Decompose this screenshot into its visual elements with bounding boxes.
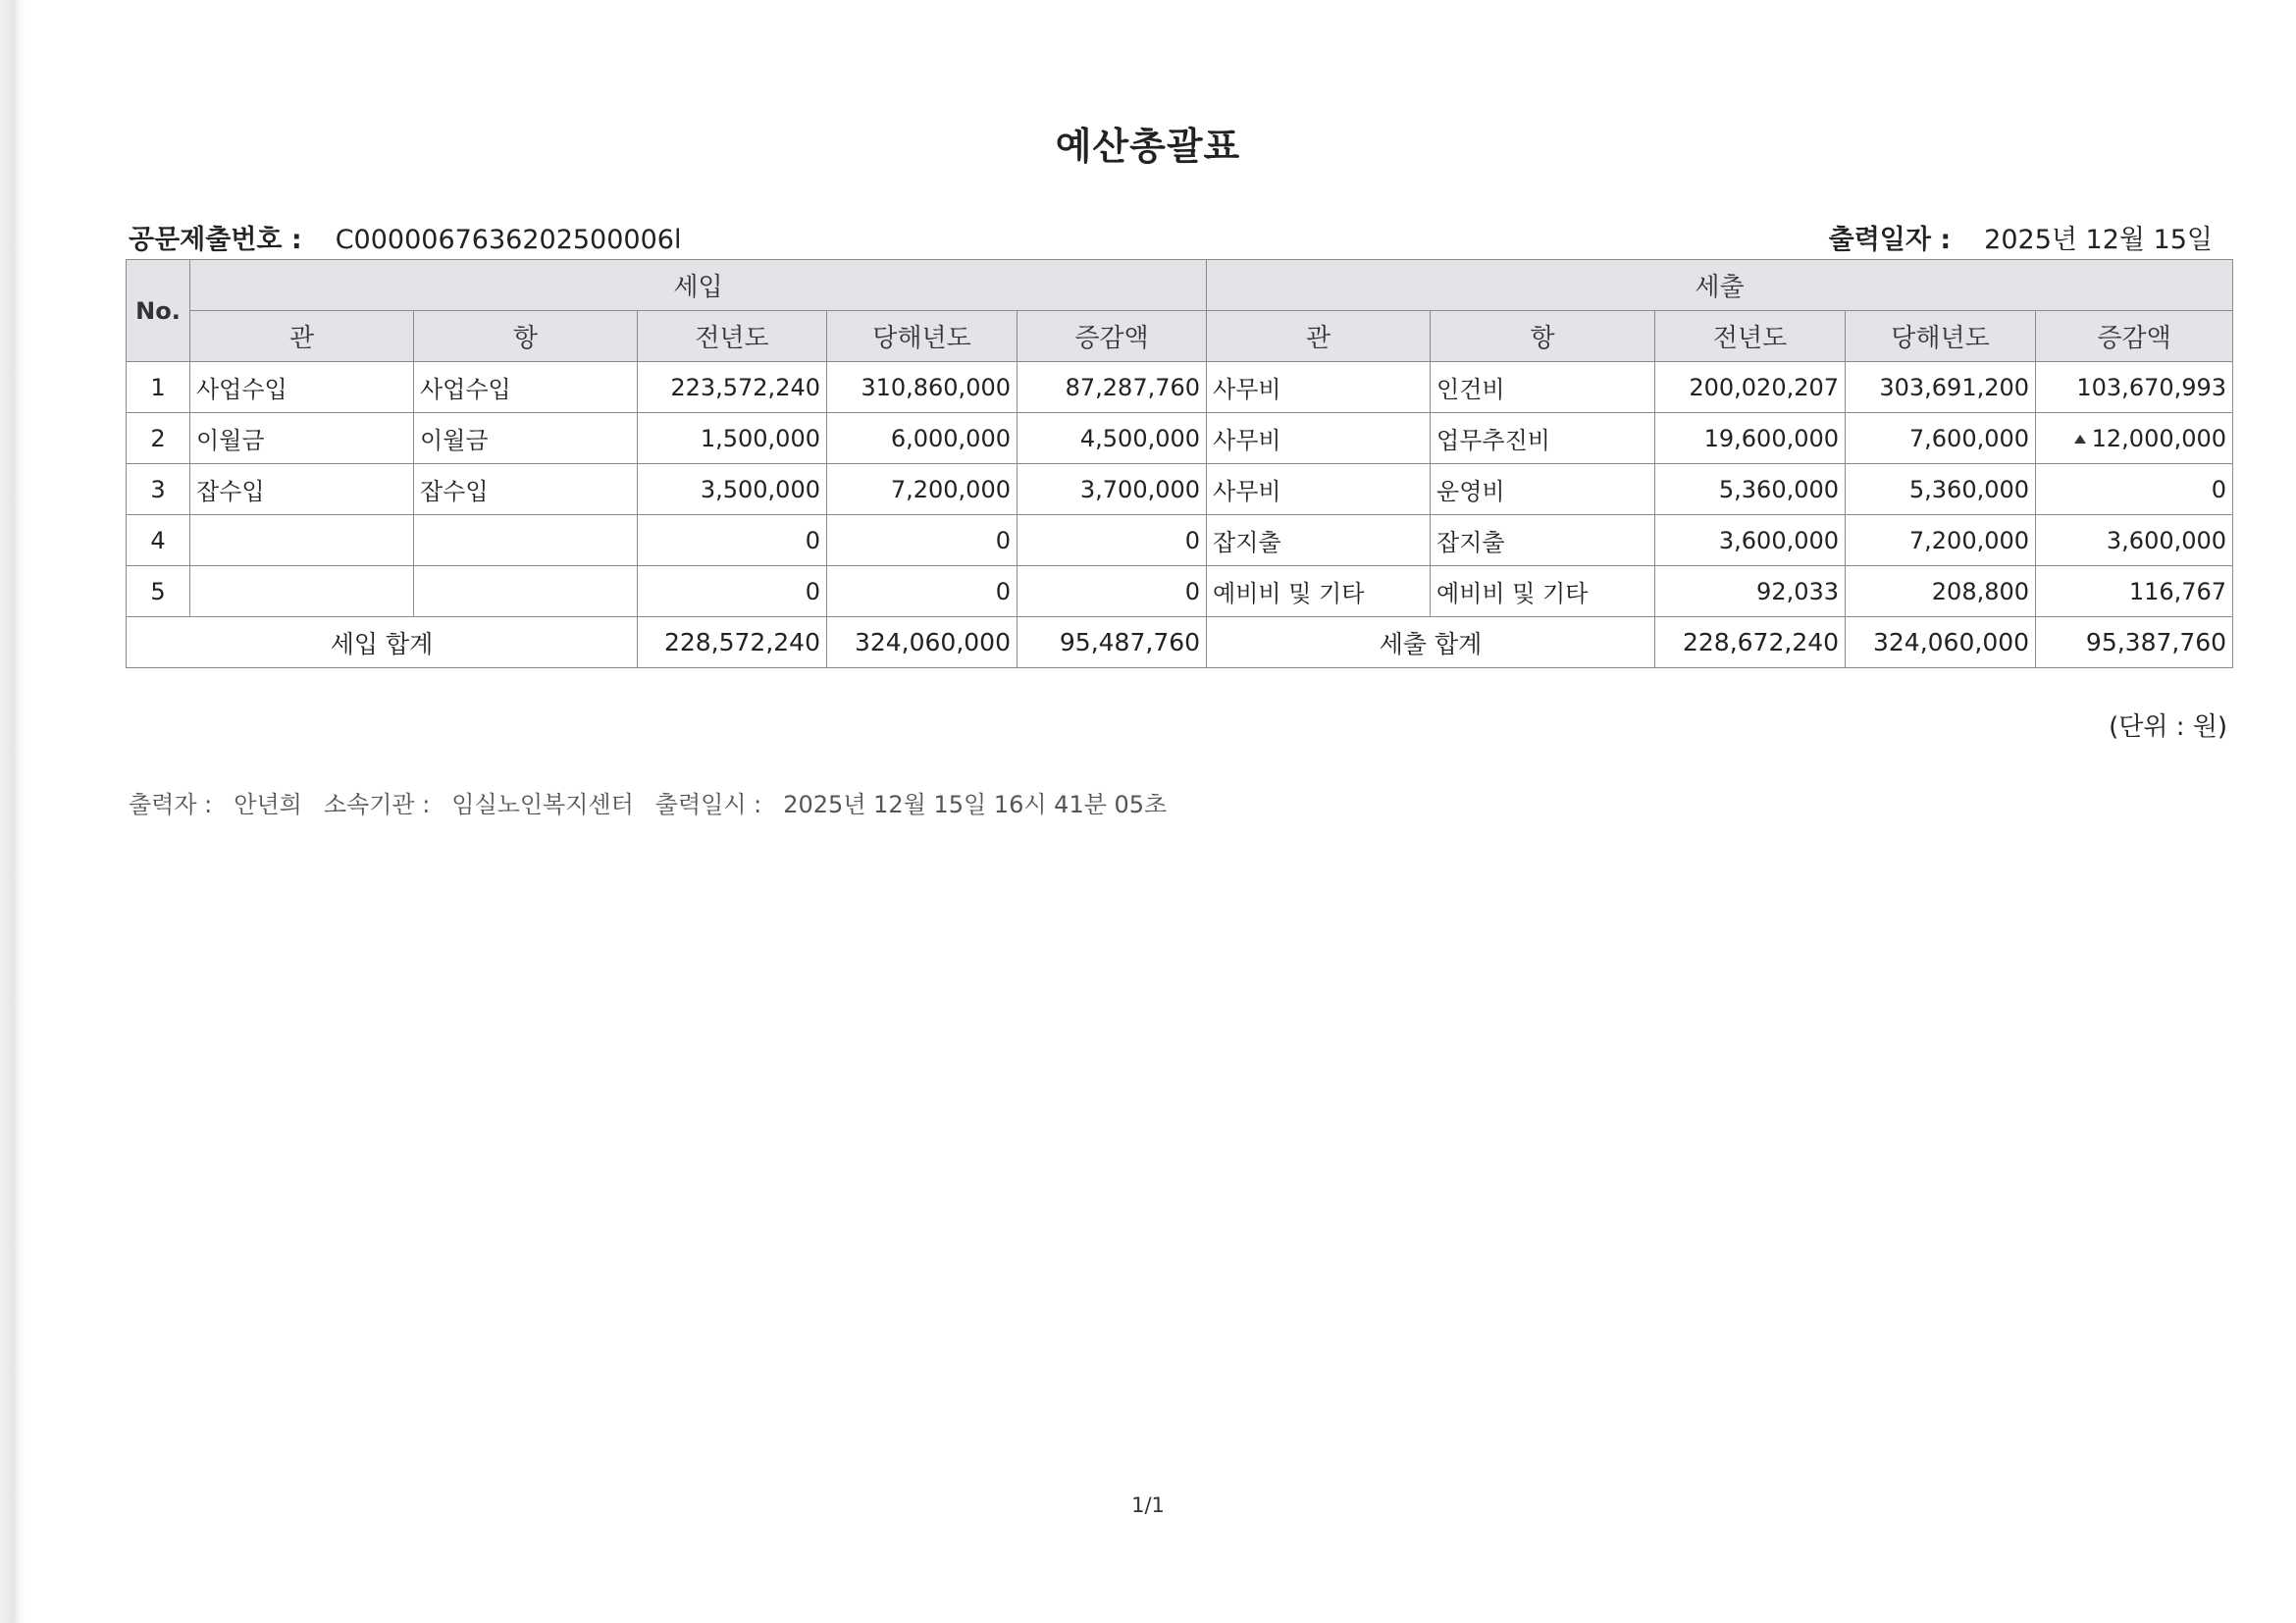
expense-change (2036, 413, 2233, 464)
expense-curr-year: 208,800 (1846, 566, 2036, 617)
doc-number-value: C0000067636202500006l (335, 225, 682, 255)
print-time-value: 2025년 12월 15일 16시 41분 05초 (783, 791, 1168, 818)
row-no: 5 (127, 566, 190, 617)
expense-change-value: 12,000,000 (2091, 424, 2227, 452)
income-gwan: 이월금 (190, 413, 414, 464)
row-no: 4 (127, 515, 190, 566)
income-prev-year-header: 전년도 (638, 311, 827, 362)
income-total-label: 세입 합계 (127, 617, 638, 668)
expense-hang: 잡지출 (1431, 515, 1655, 566)
expense-hang: 예비비 및 기타 (1431, 566, 1655, 617)
expense-change: 116,767 (2036, 566, 2233, 617)
negative-triangle-icon (2074, 435, 2086, 444)
income-change: 3,700,000 (1018, 464, 1207, 515)
printer-label: 출력자 : (129, 791, 213, 818)
table-group-header-row (127, 260, 2233, 311)
expense-total-curr-year: 324,060,000 (1846, 617, 2036, 668)
income-hang: 사업수입 (414, 362, 638, 413)
page-number: 1/1 (1131, 1493, 1165, 1517)
expense-hang: 업무추진비 (1431, 413, 1655, 464)
income-prev-year: 1,500,000 (638, 413, 827, 464)
expense-prev-year: 19,600,000 (1655, 413, 1846, 464)
print-date-label: 출력일자 : (1828, 225, 1952, 255)
table-row (127, 413, 2233, 464)
expense-total-change: 95,387,760 (2036, 617, 2233, 668)
document-title: 예산총괄표 (1055, 125, 1241, 168)
doc-number-label: 공문제출번호 : (129, 225, 302, 255)
income-curr-year: 310,860,000 (827, 362, 1018, 413)
expense-total-label: 세출 합계 (1207, 617, 1655, 668)
income-hang (414, 566, 638, 617)
expense-gwan: 사무비 (1207, 362, 1431, 413)
expense-prev-year-header: 전년도 (1655, 311, 1846, 362)
income-hang: 이월금 (414, 413, 638, 464)
table-sub-header-row (127, 311, 2233, 362)
col-no-header: No. (127, 260, 190, 362)
income-gwan-header: 관 (190, 311, 414, 362)
income-prev-year: 0 (638, 566, 827, 617)
org-label: 소속기관 : (323, 791, 431, 818)
print-date (1829, 218, 2213, 256)
expense-hang: 인건비 (1431, 362, 1655, 413)
printer-value: 안년희 (234, 791, 302, 818)
income-gwan (190, 566, 414, 617)
expense-prev-year: 3,600,000 (1655, 515, 1846, 566)
expense-hang: 운영비 (1431, 464, 1655, 515)
income-curr-year: 0 (827, 566, 1018, 617)
expense-gwan: 사무비 (1207, 464, 1431, 515)
expense-curr-year: 5,360,000 (1846, 464, 2036, 515)
expense-change: 103,670,993 (2036, 362, 2233, 413)
doc-number (129, 218, 681, 256)
expense-total-prev-year: 228,672,240 (1655, 617, 1846, 668)
income-total-prev-year: 228,572,240 (638, 617, 827, 668)
income-hang (414, 515, 638, 566)
income-change: 0 (1018, 515, 1207, 566)
table-row (127, 362, 2233, 413)
expense-gwan: 사무비 (1207, 413, 1431, 464)
expense-change: 3,600,000 (2036, 515, 2233, 566)
row-no: 1 (127, 362, 190, 413)
income-gwan: 사업수입 (190, 362, 414, 413)
income-hang: 잡수입 (414, 464, 638, 515)
print-time-label: 출력일시 : (654, 791, 762, 818)
income-prev-year: 223,572,240 (638, 362, 827, 413)
expense-gwan: 예비비 및 기타 (1207, 566, 1431, 617)
expense-change: 0 (2036, 464, 2233, 515)
expense-curr-year-header: 당해년도 (1846, 311, 2036, 362)
income-curr-year: 7,200,000 (827, 464, 1018, 515)
income-curr-year-header: 당해년도 (827, 311, 1018, 362)
expense-gwan-header: 관 (1207, 311, 1431, 362)
table-row (127, 515, 2233, 566)
row-no: 2 (127, 413, 190, 464)
print-info (129, 785, 1188, 819)
income-change: 87,287,760 (1018, 362, 1207, 413)
income-hang-header: 항 (414, 311, 638, 362)
income-prev-year: 0 (638, 515, 827, 566)
expense-curr-year: 7,200,000 (1846, 515, 2036, 566)
table-row (127, 464, 2233, 515)
income-total-curr-year: 324,060,000 (827, 617, 1018, 668)
income-curr-year: 0 (827, 515, 1018, 566)
table-row (127, 566, 2233, 617)
income-curr-year: 6,000,000 (827, 413, 1018, 464)
row-no: 3 (127, 464, 190, 515)
income-change: 0 (1018, 566, 1207, 617)
expense-curr-year: 7,600,000 (1846, 413, 2036, 464)
expense-header: 세출 (1207, 260, 2233, 311)
expense-prev-year: 200,020,207 (1655, 362, 1846, 413)
print-date-value: 2025년 12월 15일 (1984, 225, 2213, 255)
income-header: 세입 (190, 260, 1207, 311)
income-gwan (190, 515, 414, 566)
expense-gwan: 잡지출 (1207, 515, 1431, 566)
income-total-change: 95,487,760 (1018, 617, 1207, 668)
expense-change-header: 증감액 (2036, 311, 2233, 362)
totals-row (127, 617, 2233, 668)
expense-prev-year: 92,033 (1655, 566, 1846, 617)
income-gwan: 잡수입 (190, 464, 414, 515)
income-change: 4,500,000 (1018, 413, 1207, 464)
budget-summary-table (126, 259, 2233, 668)
unit-note: (단위 : 원) (2109, 712, 2227, 742)
income-prev-year: 3,500,000 (638, 464, 827, 515)
expense-curr-year: 303,691,200 (1846, 362, 2036, 413)
org-value: 임실노인복지센터 (451, 791, 634, 818)
expense-prev-year: 5,360,000 (1655, 464, 1846, 515)
income-change-header: 증감액 (1018, 311, 1207, 362)
scan-edge (0, 0, 26, 1623)
expense-hang-header: 항 (1431, 311, 1655, 362)
